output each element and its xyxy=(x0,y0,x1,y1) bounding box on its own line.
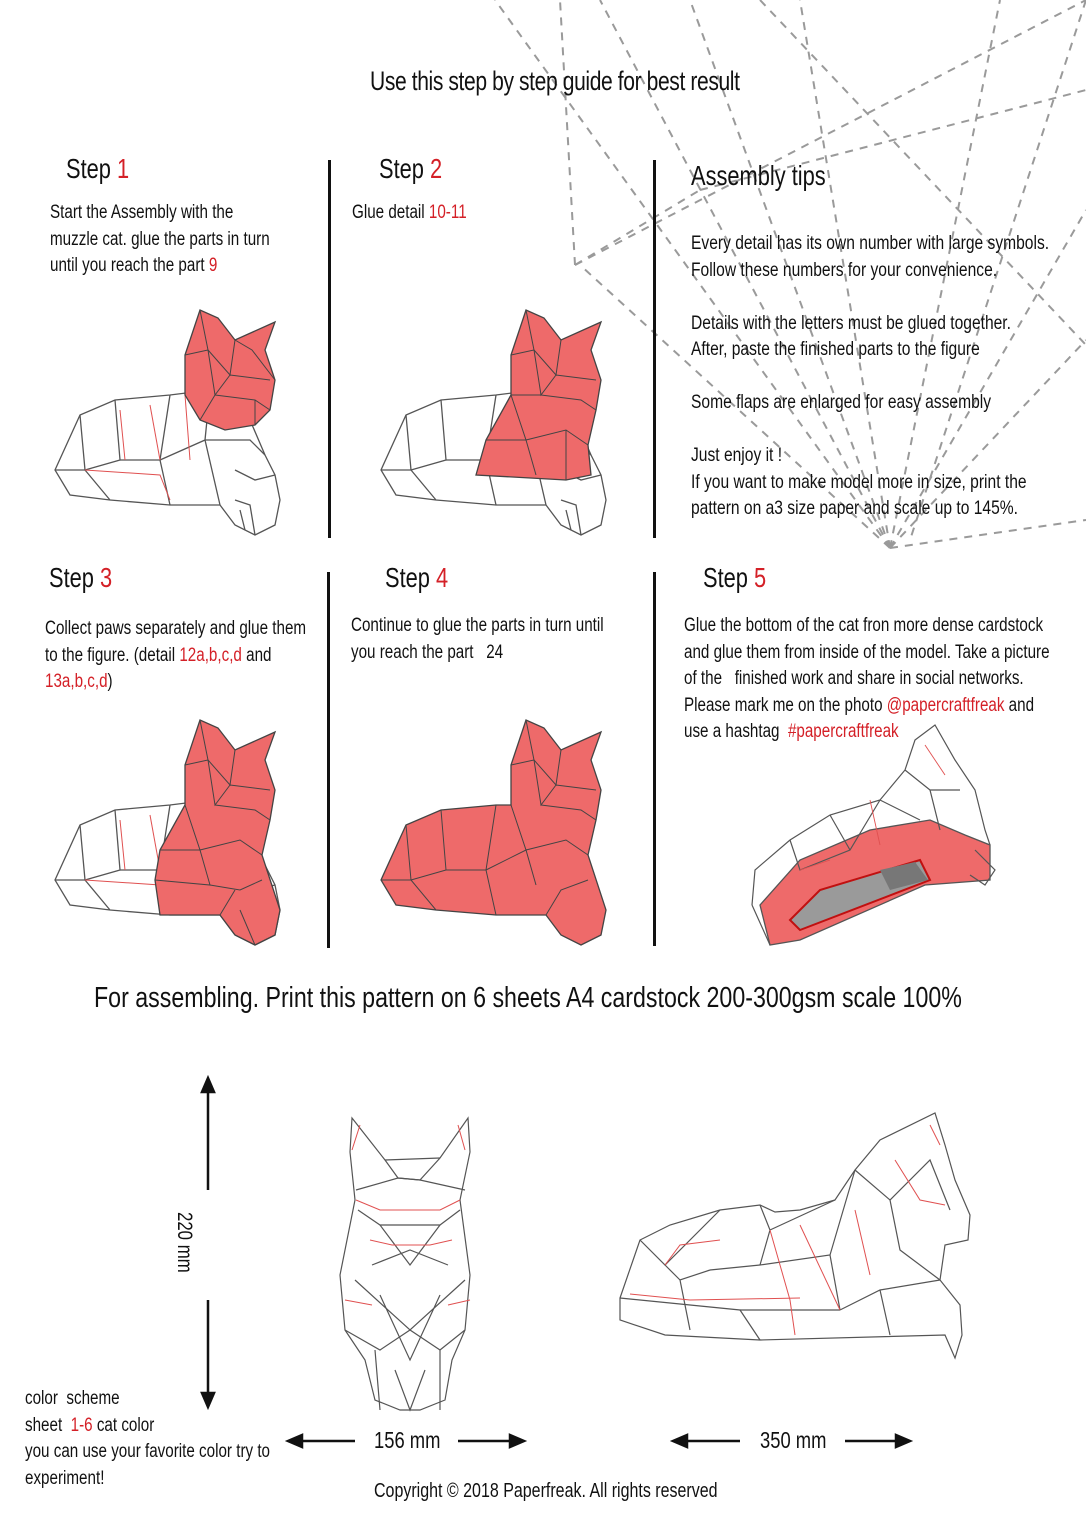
step-5-cat xyxy=(752,725,995,945)
step-3-text: Collect paws separately and glue them to the figure. (detail 12a,b,c,d and 13a,b,c,d) xyxy=(45,618,307,692)
step-number: 3 xyxy=(100,562,113,593)
step-number: 4 xyxy=(436,562,449,593)
tips-text: Every detail has its own number with large symbols. Follow these numbers for your convenience. Details with the letters must be glued together. After, paste the finished parts to the figure Some flaps are enlarged for easy assembly Just enjoy it ! If you want to make model more in size, print the pattern on a3 size paper and scale up to 145%. xyxy=(691,232,1050,519)
step-number: 5 xyxy=(754,562,767,593)
tips-heading: Assembly tips xyxy=(691,160,826,191)
step-heading: Step 3 xyxy=(49,562,113,593)
instagram-handle-link[interactable]: @papercraftfreak xyxy=(886,694,1005,716)
height-dimension: 220 mm xyxy=(173,1212,196,1273)
step-1 xyxy=(66,153,147,185)
step-4 xyxy=(385,562,466,594)
step-4-cat xyxy=(381,720,606,945)
dimension-arrows xyxy=(202,1078,910,1447)
step-3 xyxy=(49,562,130,594)
front-width-dimension: 156 mm xyxy=(374,1427,441,1453)
step-heading: Step 2 xyxy=(379,153,443,184)
step-2-text: Glue detail 10-11 xyxy=(352,202,467,223)
step-heading: Step 4 xyxy=(385,562,449,593)
step-number: 2 xyxy=(430,153,443,184)
step-3-cat xyxy=(55,720,280,945)
step-5-text: Glue the bottom of the cat fron more dense cardstock and glue them from inside of the model. Take a picture of the finished work and share in social networks. Please mark me on the photo @papercraftfreak and use a hashtag #papercraftfreak xyxy=(684,615,1050,742)
hashtag-link[interactable]: #papercraftfreak xyxy=(787,721,899,742)
front-view-cat xyxy=(340,1118,470,1410)
step-number: 1 xyxy=(117,153,130,184)
step-heading: Step 1 xyxy=(66,153,130,184)
step-1-cat xyxy=(55,310,280,535)
print-instructions: For assembling. Print this pattern on 6 sheets A4 cardstock 200-300gsm scale 100% xyxy=(94,982,962,1014)
copyright: Copyright © 2018 Paperfreak. All rights reserved xyxy=(374,1480,718,1502)
front-view-cat-red xyxy=(345,1125,470,1305)
step-1-text: Start the Assembly with the muzzle cat. glue the parts in turn until you reach the part 9 xyxy=(50,202,270,276)
color-scheme-note: color scheme sheet 1-6 cat color you can use your favorite color try to experiment! xyxy=(25,1388,271,1489)
page-title: Use this step by step guide for best result xyxy=(370,66,740,96)
step-5 xyxy=(703,562,784,594)
step-2-cat xyxy=(381,310,606,535)
step-heading: Step 5 xyxy=(703,562,767,593)
step-4-text: Continue to glue the parts in turn until you reach the part 24 xyxy=(351,615,604,663)
side-view-cat xyxy=(620,1113,970,1358)
height-label-wrap xyxy=(172,1212,196,1288)
step-2 xyxy=(379,153,460,185)
side-length-dimension: 350 mm xyxy=(760,1427,827,1453)
